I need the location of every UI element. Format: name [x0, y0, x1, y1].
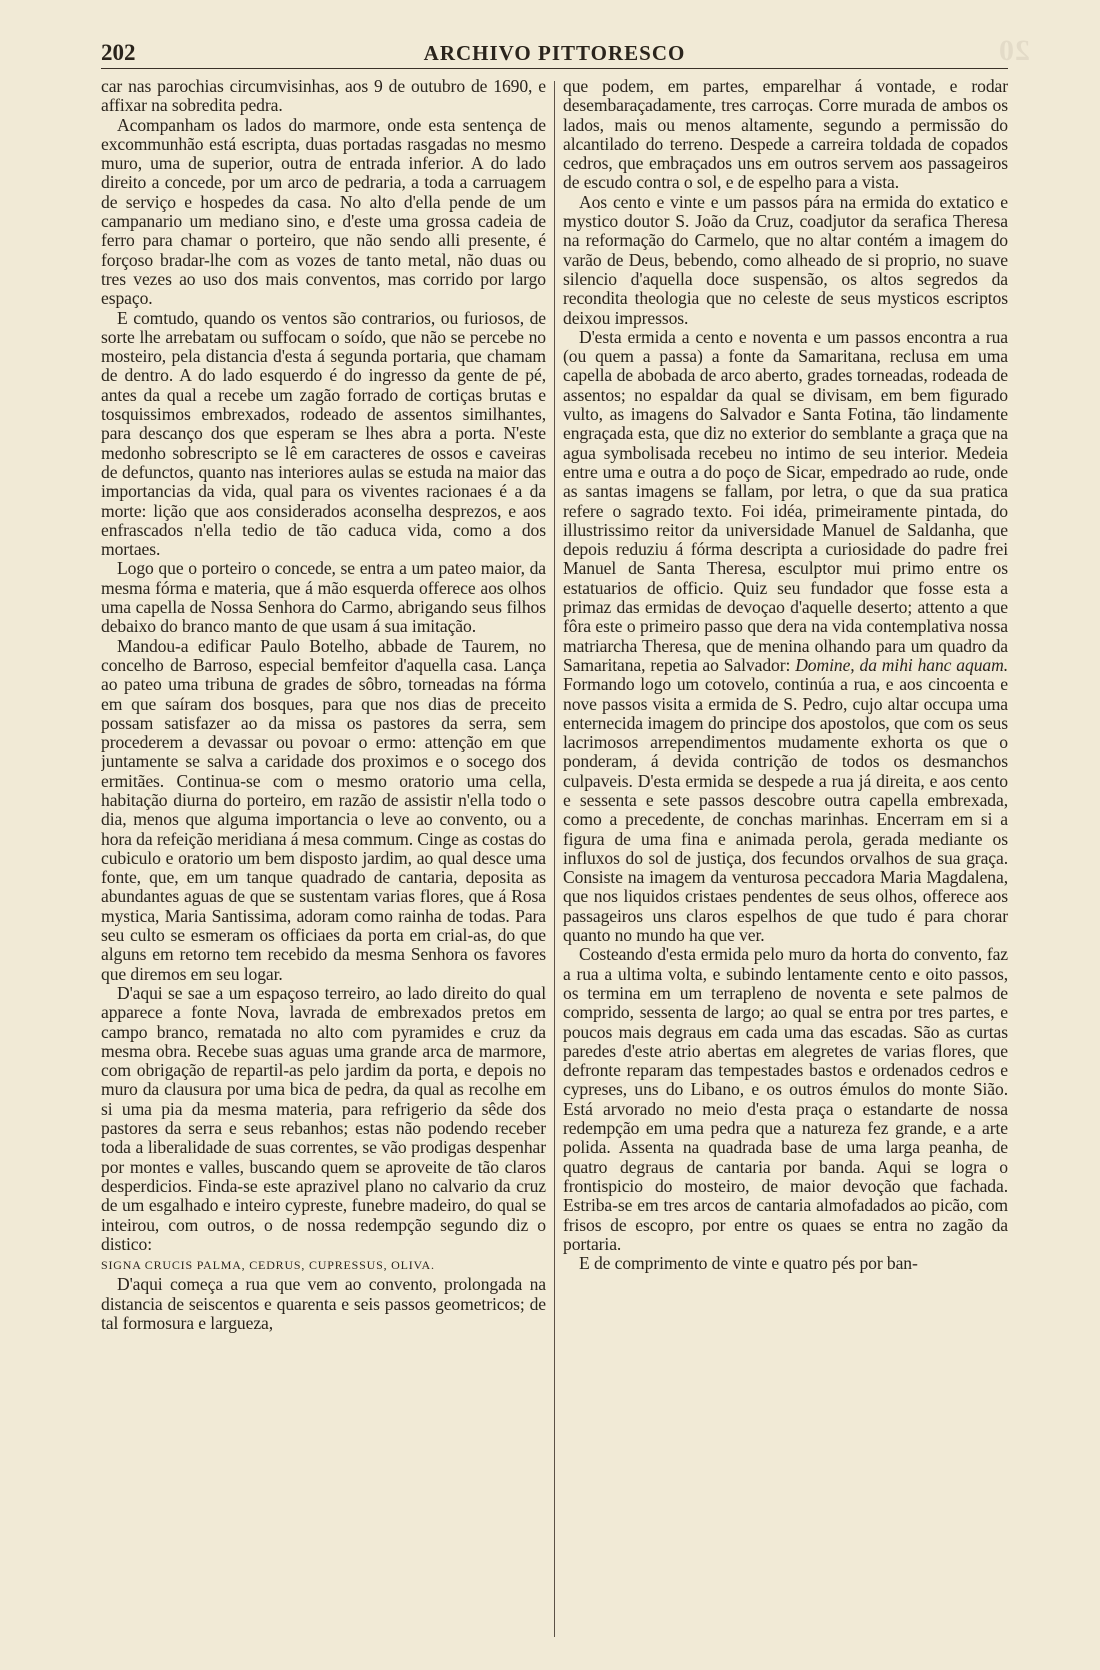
paragraph: que podem, em partes, emparelhar á vontade, e rodar desembaraçadamente, tres carroças. Corre murada de ambos os lados, mais ou menos altamente, segundo a permissão do alcantilado do terreno. Despede a carreira toldada de copados cedros, que embraçados uns em outros servem aos passageiros de escudo contra o sol, e de espelho para a vista. — [563, 77, 1008, 193]
text-columns — [101, 77, 1008, 1637]
paragraph: Logo que o porteiro o concede, se entra a um pateo maior, da mesma fórma e materia, que á mão esquerda offerece aos olhos uma capella de Nossa Senhora do Carmo, abrigando seus filhos debaixo do branco manto de que usam á sua imitação. — [101, 558, 546, 637]
paragraph-text: D'esta ermida a cento e noventa e um passos encontra a rua (ou quem a passa) a fonte da Samaritana, reclusa em uma capella de abobada de arco aberto, grades torneadas, rodeada de assentos; no espaldar da qual se divisam, em bem figurado vulto, as imagens do Salvador e Santa Fotina, tão lindamente engraçada esta, que diz no exterior do semblante a graça que na agua symbolisada recebeu no intimo de seu interior. Medeia entre uma e outra a do poço de Sicar, empedrado ao rude, onde as santas imagens se fallam, por letra, o que da sua pratica refere o sagrado texto. Foi idéa, primeiramente pintada, do illustrissimo reitor da universidade Manuel de Saldanha, que depois reduziu á fórma descripta a curiosidade do padre frei Manuel de Santa Theresa, esculptor mui primo entre os estatuarios de officio. Quiz seu fundador que fosse esta a primaz das ermidas de devoçao d'aquelle deserto; attento a que fôra este o primeiro passo que dera na vida contemplativa nossa matriarcha Theresa, que de menina olhando para um quadro da Samaritana, repetia ao Salvador: — [563, 326, 1008, 675]
distich-text: SIGNA CRUCIS PALMA, CEDRUS, CUPRESSUS, OLIVA. — [101, 1258, 435, 1273]
paragraph: E comtudo, quando os ventos são contrarios, ou furiosos, de sorte lhe arrebatam ou suffocam o soído, que não se percebe no mosteiro, pela distancia d'esta á segunda portaria, que chamam de dentro. A do lado esquerdo é do ingresso da gente de pé, antes da qual a recebe um zagão forrado de cortiças brutas e tosquissimos embrexados, rodeado de assentos similhantes, para descanço dos que esperam se lhes abra a porta. N'este medonho sobrescripto se lê em caracteres de ossos e caveiras de defunctos, quanto nas interiores aulas se estuda na maior das importancias da vida, qual para os viventes racionaes é a da morte: lição que aos considerados aconselha desprezos, e aos enfrascados n'ella tedio de tão caduca vida, como a dos mortaes. — [101, 307, 546, 560]
bleed-through-mark: 20 — [998, 34, 1030, 67]
paragraph: Aos cento e vinte e um passos pára na ermida do extatico e mystico doutor S. João da Cruz, coadjutor da serafica Theresa na reformação do Carmelo, que no altar contém a imagem do varão de Deus, bebendo, como alheado de si proprio, no suave silencio d'aquella doce suspensão, os altos segredos da recondita theologia que no celeste de seus mysticos escriptos deixou impressos. — [563, 191, 1008, 328]
paragraph: Acompanham os lados do marmore, onde esta sentença de excommunhão está escripta, duas portadas rasgadas no mesmo muro, uma de superior, outra de entrada inferior. A do lado direito a concede, por um arco de pedraria, a toda a carruagem de serviço e hospedes da casa. No alto d'ella pende de um campanario um mediano sino, e d'este uma grossa cadeia de ferro para chamar o porteiro, que não sendo alli presente, é forçoso bradar-lhe com as vozes de tanto metal, não duas ou tres vezes ao uso dos mais conventos, mas corrido por largo espaço. — [101, 114, 546, 309]
latin-quote: Domine, da mihi hanc aquam. — [795, 654, 1008, 675]
paragraph: Costeando d'esta ermida pelo muro da horta do convento, faz a rua a ultima volta, e subindo lentamente cento e oito passos, os termina em um terrapleno de noventa e sete palmos de comprido, sessenta de largo; ao qual se entra por tres partes, e poucos mais degraus em cada uma das escadas. São as curtas paredes d'este atrio abertas em alegretes de varias flores, que defronte reparam das tempestades bastos e ordenados cedros e cypreses, uns do Libano, e os outros émulos do monte Sião. Está arvorado no meio d'esta praça o estandarte de nossa redempção em uma pedra que a natureza fez grande, e a arte polida. Assenta na quadrada base de uma larga peanha, de quatro degraus de cantaria por banda. Aqui se logra o frontispicio do mosteiro, de maior devoção que fachada. Estriba-se em tres arcos de cantaria almofadados ao picão, com frisos de escopro, por entre os quaes se entra no zagão da portaria. — [563, 944, 1008, 1254]
paragraph: D'aqui começa a rua que vem ao convento, prolongada na distancia de seiscentos e quarenta e seis passos geometricos; de tal formosura e largueza, — [101, 1274, 546, 1333]
column-rule — [554, 81, 555, 1637]
page-header — [101, 40, 1008, 69]
paragraph: E de comprimento de vinte e quatro pés por ban- — [579, 1253, 918, 1274]
paragraph: Mandou-a edificar Paulo Botelho, abbade de Taurem, no concelho de Barroso, especial bemfeitor d'aquella casa. Lança ao pateo uma tribuna de grades de sôbro, torneadas na fórma em que saíram dos bosques, para que nos dias de preceito possam satisfazer ao da missa os pastores da serra, sem procederem a devassar ou povoar o ermo: attenção em que juntamente se salva a caridade dos proximos e o socego dos ermitães. Continua-se com o mesmo oratorio uma cella, habitação diurna do porteiro, em razão de assistir n'ella todo o dia, menos que alguma importancia o leve ao convento, ou a hora da refeição meridiana á mesa commum. Cinge as costas do cubiculo e oratorio um bem disposto jardim, ao qual desce uma fonte, que, em um tanque quadrado de cantaria, deposita as abundantes aguas de que se sustentam varias flores, que á Rosa mystica, Maria Santissima, adoram como rainha de todas. Para seu culto se esmeram os officiaes da porta em crial-as, do que alguns em retorno tem recebido da mesma Senhora os favores que diremos em seu logar. — [101, 635, 546, 984]
latin-distich — [101, 1254, 546, 1275]
paragraph-text: Formando logo um cotovelo, continúa a rua, e aos cincoenta e nove passos visita a ermida de S. Pedro, cujo altar occupa uma enternecida imagem do principe dos apostolos, que com os seus lacrimosos arrependimentos mudamente exhorta os que o ponderam, á devida contrição de todos os desmanchos culpaveis. D'esta ermida se despede a rua já direita, e aos cento e sessenta e sete passos descobre outra capella embrexada, como a precedente, de conchas marinhas. Encerram em si a figura de uma fina e animada perola, gerada mediante os influxos do sol de justiça, dos fecundos orvalhos de sua graça. Consiste na imagem da venturosa peccadora Maria Magdalena, que nos liquidos cristaes pendentes de seus olhos, offerece aos passageiros uns claros espelhos de que tudo é para chorar quanto no mundo ha que ver. — [563, 674, 1008, 946]
paragraph — [563, 328, 1008, 946]
page-number: 202 — [101, 40, 136, 65]
paragraph: D'aqui se sae a um espaçoso terreiro, ao lado direito do qual apparece a fonte Nova, lavrada de embrexados pretos em campo branco, rematada no alto com pyramides e cruz da mesma obra. Recebe suas aguas uma grande arca de marmore, com obrigação de repartil-as pelo jardim da porta, e depois no muro da clausura por uma bica de pedra, da qual as recolhe em si uma pia da mesma materia, para refrigerio da sêde dos pastores da serra e seus rebanhos; estas não podendo receber toda a liberalidade de suas correntes, se vão prodigas despenhar por montes e valles, buscando quem se aproveite de tão claros desperdicios. Finda-se este aprazivel plano no calvario da cruz de um esgalhado e inteiro cypreste, funebre madeiro, do qual se inteirou, com outros, o de nossa redempção segundo diz o distico: — [101, 982, 546, 1254]
paragraph: car nas parochias circumvisinhas, aos 9 de outubro de 1690, e affixar na sobredita pedra. — [101, 77, 546, 116]
running-title: ARCHIVO PITTORESCO — [423, 41, 686, 65]
left-column — [101, 77, 546, 1637]
right-column — [563, 77, 1008, 1637]
